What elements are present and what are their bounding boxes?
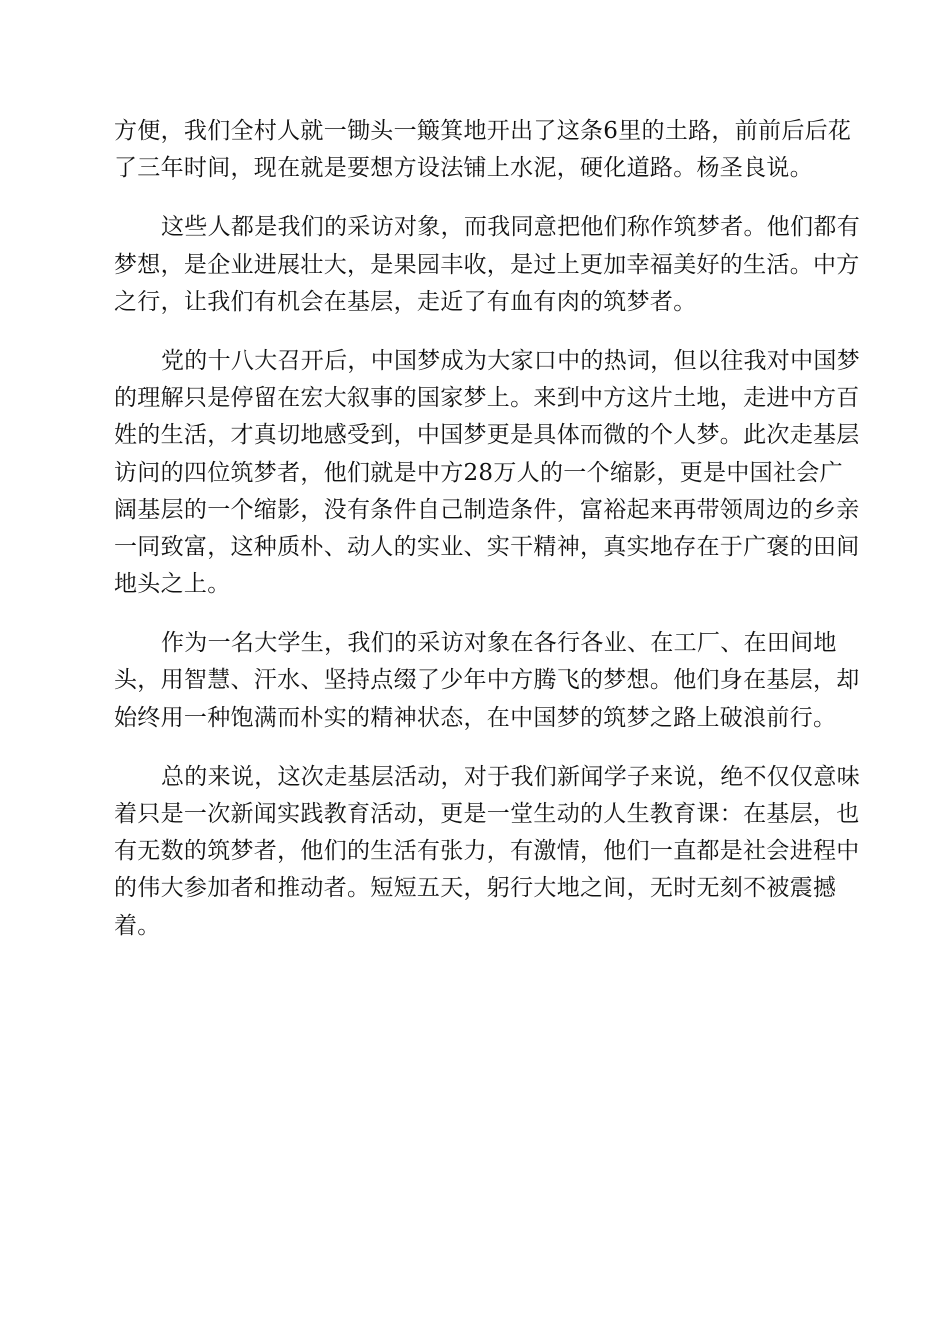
text-line: 这些人都是我们的采访对象，而我同意把他们称作筑梦者。他们都有: [161, 214, 860, 241]
text-line: 头，用智慧、汗水、坚持点缀了少年中方腾飞的梦想。他们身在基层，却: [114, 667, 860, 694]
text-line: 方便，我们全村人就一锄头一簸箕地开出了这条6里的土路，前前后后花: [114, 118, 852, 144]
text-line: 的理解只是停留在宏大叙事的国家梦上。来到中方这片土地，走进中方百: [114, 385, 860, 412]
paragraph-5: [114, 759, 860, 945]
text-line: 始终用一种饱满而朴实的精神状态，在中国梦的筑梦之路上破浪前行。: [114, 704, 837, 731]
text-line: 梦想，是企业进展壮大，是果园丰收，是过上更加幸福美好的生活。中方: [114, 251, 860, 278]
text-line: 党的十八大召开后，中国梦成为大家口中的热词，但以往我对中国梦: [161, 347, 860, 374]
text-line: 的伟大参加者和推动者。短短五天，躬行大地之间，无时无刻不被震撼: [114, 875, 837, 902]
text-line: 总的来说，这次走基层活动，对于我们新闻学子来说，绝不仅仅意味: [161, 763, 860, 790]
body-text: [114, 113, 860, 967]
paragraph-3: [114, 343, 860, 603]
paragraph-1: [114, 113, 852, 187]
text-line: 着只是一次新闻实践教育活动，更是一堂生动的人生教育课：在基层，也: [114, 801, 860, 827]
paragraph-4: [114, 625, 860, 737]
text-line: 有无数的筑梦者，他们的生活有张力，有激情，他们一直都是社会进程中: [114, 838, 860, 865]
text-line: 着。: [114, 912, 161, 939]
text-line: 之行，让我们有机会在基层，走近了有血有肉的筑梦者。: [114, 288, 697, 315]
paragraph-2: [114, 209, 860, 321]
text-line: 地头之上。: [114, 571, 231, 598]
text-line: 了三年时间，现在就是要想方设法铺上水泥，硬化道路。杨圣良说。: [114, 155, 813, 182]
text-line: 访问的四位筑梦者，他们就是中方28万人的一个缩影，更是中国社会广: [114, 459, 843, 486]
text-line: 阔基层的一个缩影，没有条件自己制造条件，富裕起来再带领周边的乡亲: [114, 496, 860, 523]
text-line: 作为一名大学生，我们的采访对象在各行各业、在工厂、在田间地: [161, 630, 837, 657]
text-line: 一同致富，这种质朴、动人的实业、实干精神，真实地存在于广褒的田间: [114, 533, 860, 560]
text-line: 姓的生活，才真切地感受到，中国梦更是具体而微的个人梦。此次走基层: [114, 422, 860, 449]
